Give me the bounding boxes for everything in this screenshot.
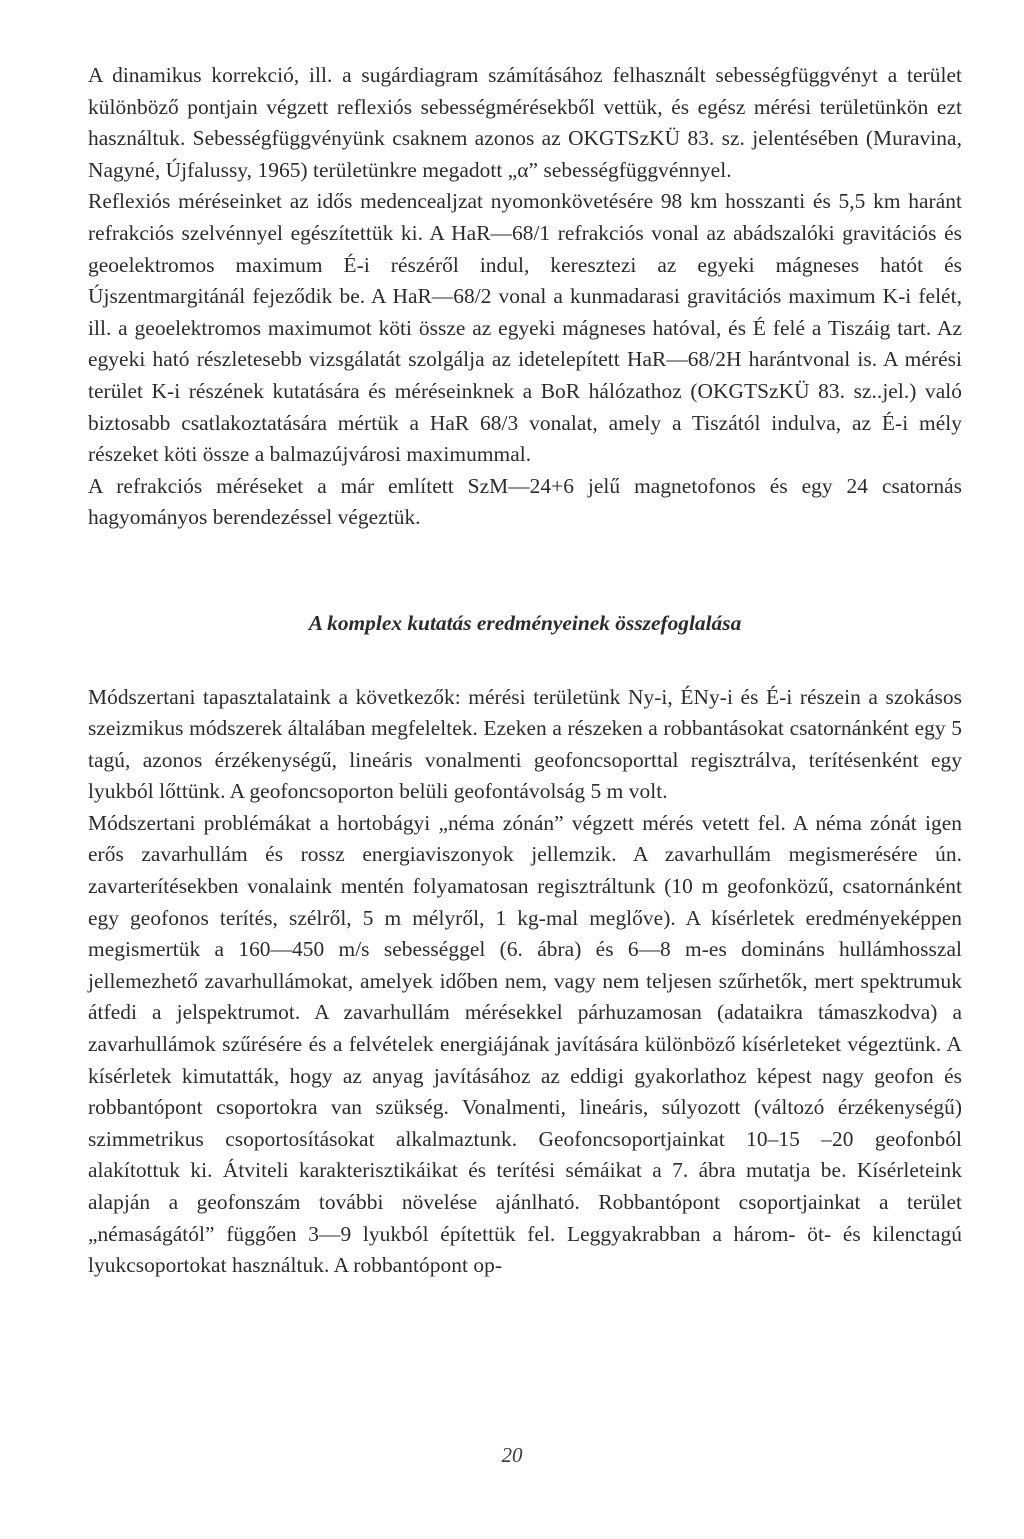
paragraph-mute-zone: Módszertani problémákat a hortobágyi „néma zónán” végzett mérés vetett fel. A néma zónát igen erős zavarhullám és rossz energiaviszonyok jellemzik. A zavarhullám megismerésére ún. zavarterítésekben vonalaink mentén folyamatosan regisztráltunk (10 m geofonközű, csatornánként egy geofonos terítés, szélről, 5 m mélyről, 1 kg-mal meglőve). A kísérletek eredményeképpen megismertük a 160—450 m/s sebességgel (6. ábra) és 6—8 m-es domináns hullámhosszal jellemezhető zavarhullámokat, amelyek időben nem, vagy nem teljesen szűrhetők, mert spektrumuk átfedi a jelspektrumot. A zavarhullám mérésekkel párhuzamosan (adataikra támaszkodva) a zavarhullámok szűrésére és a felvételek energiájának javítására különböző kísérleteket végeztünk. A kísérletek kimutatták, hogy az anyag javításához az eddigi gyakorlathoz képest nagy geofon és robbantópont csoportokra van szükség. Vonalmenti, lineáris, súlyozott (változó érzékenységű) szimmetrikus csoportosításokat alkalmaztunk. Geofoncsoportjainkat 10–15 –20 geofonból alakítottuk ki. Átviteli karakterisztikáikat és terítési sémáikat a 7. ábra mutatja be. Kísérleteink alapján a geofonszám további növelése ajánlható. Robbantópont csoportjainkat a terület „némaságától” függően 3—9 lyukból építettük fel. Leggyakrabban a három- öt- és kilenctagú lyukcsoportokat használtuk. A robbantópont op-	[88, 810, 962, 1278]
paragraph-method-experience: Módszertani tapasztalataink a következők: mérési területünk Ny-i, ÉNy-i és É-i részein a szokásos szeizmikus módszerek általában megfeleltek. Ezeken a részeken a robbantásokat csatornánként egy 5 tagú, azonos érzékenységű, lineáris vonalmenti geofoncsoporttal regisztrálva, terítésenként egy lyukból lőttünk. A geofoncsoporton belüli geofontávolság 5 m volt.	[88, 684, 962, 804]
heading-spacer	[88, 640, 962, 682]
paragraph-velocity-function: A dinamikus korrekció, ill. a sugárdiagram számításához felhasznált sebességfüggvényt a terület különböző pontjain végzett reflexiós sebességmérésekből vettük, és egész mérési területünkön ezt használtuk. Sebességfüggvényünk csaknem azonos az OKGTSzKÜ 83. sz. jelentésében (Muravina, Nagyné, Újfalussy, 1965) területünkre megadott „α” sebességfüggvénnyel.	[88, 63, 962, 182]
paragraph-refraction-equipment: A refrakciós méréseket a már említett SzM—24+6 jelű magnetofonos és egy 24 csatornás hagyományos berendezéssel végeztük.	[88, 473, 962, 530]
section-heading: A komplex kutatás eredményeinek összefoglalása	[308, 610, 742, 635]
page-number: 20	[501, 1443, 523, 1467]
paragraph-refraction-lines: Reflexiós méréseinket az idős medencealjzat nyomonkövetésére 98 km hosszanti és 5,5 km haránt refrakciós szelvénnyel egészítettük ki. A HaR—68/1 refrakciós vonal az abádszalóki gravitációs és geoelektromos maximum É-i részéről indul, keresztezi az egyeki mágneses hatót és Újszentmargitánál fejeződik be. A HaR—68/2 vonal a kunmadarasi gravitációs maximum K-i felét, ill. a geoelektromos maximumot köti össze az egyeki mágneses hatóval, és É felé a Tiszáig tart. Az egyeki ható részletesebb vizsgálatát szolgálja az idetelepített HaR—68/2H harántvonal is. A mérési terület K-i részének kutatására és méréseinknek a BoR hálózathoz (OKGTSzKÜ 83. sz..jel.) való biztosabb csatlakoztatására mértük a HaR 68/3 vonalat, amely a Tiszától indulva, az É-i mély részeket köti össze a balmazújvárosi maximummal.	[88, 189, 962, 467]
document-page	[88, 60, 962, 1282]
